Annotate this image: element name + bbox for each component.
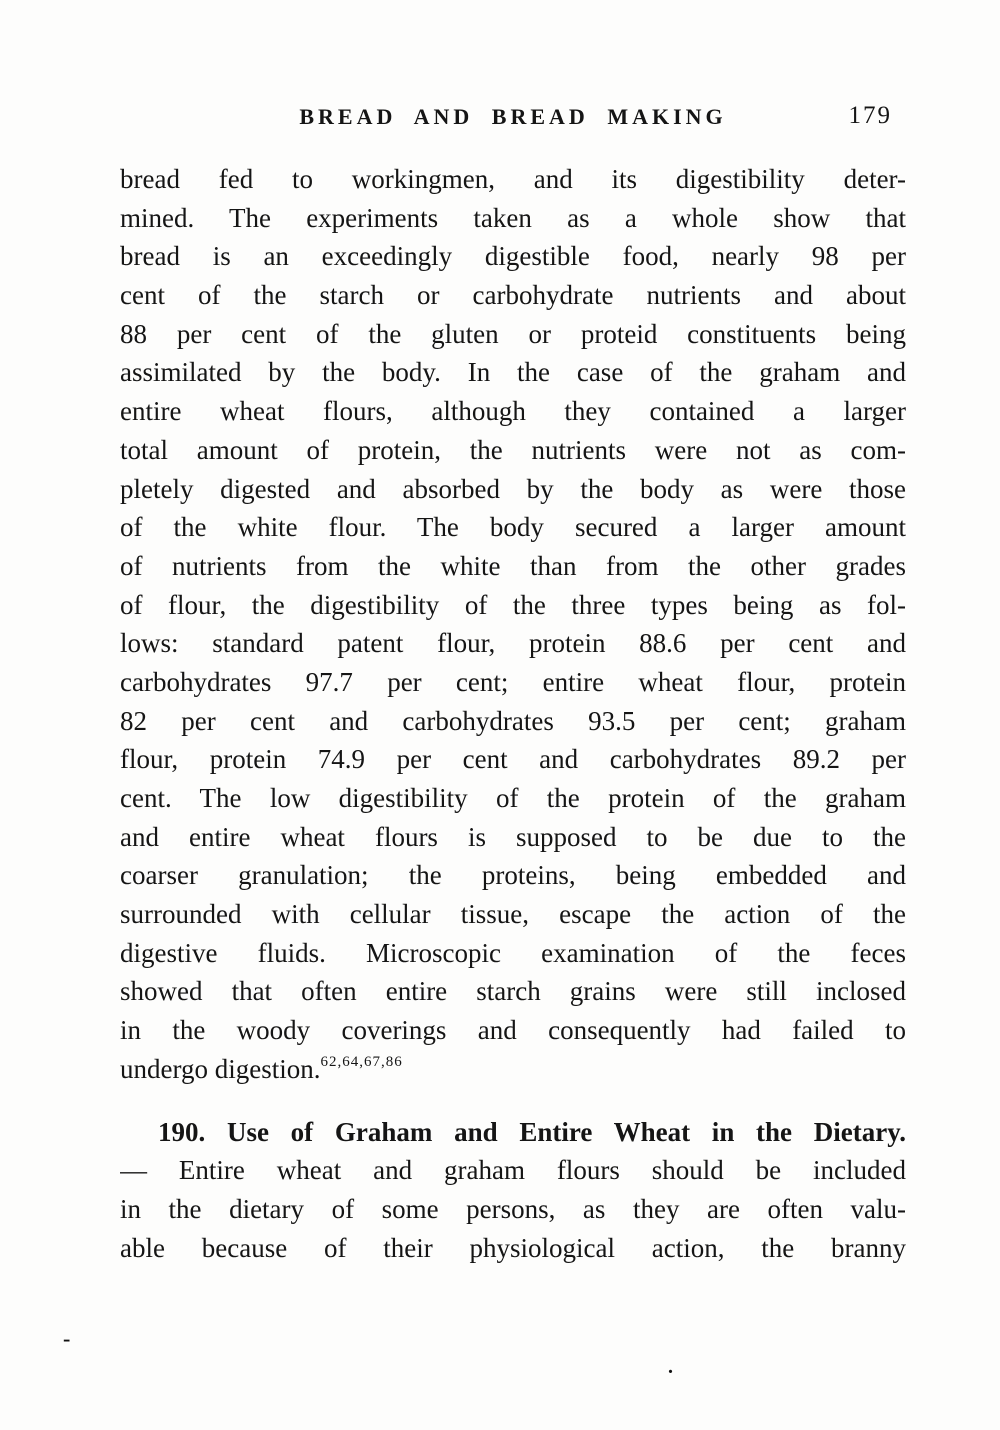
running-header <box>120 102 906 134</box>
text-line: bread fed to workingmen, and its digestibility deter- <box>120 164 906 194</box>
stray-dash-mark: - <box>63 1326 71 1351</box>
paragraph-digestibility <box>120 160 906 1089</box>
footnote-reference: 62,64,67,86 <box>320 1053 403 1070</box>
text-line: assimilated by the body. In the case of the graham and <box>120 357 906 388</box>
text-line: entire wheat flours, although they contained a larger <box>120 396 906 427</box>
text-line-with-footnote <box>120 1050 906 1089</box>
text-line: of flour, the digestibility of the three types being as fol- <box>120 589 906 620</box>
text-line: total amount of protein, the nutrients were not as com- <box>120 434 906 465</box>
text-line: of nutrients from the white than from the other grades <box>120 550 906 581</box>
text-line: and entire wheat flours is supposed to be due to the <box>120 821 906 852</box>
paragraph-last-line: undergo digestion. <box>120 1053 321 1084</box>
text-line: cent of the starch or carbohydrate nutrients and about <box>120 280 906 311</box>
text-line: showed that often entire starch grains were still inclosed <box>120 976 906 1007</box>
section-heading: 190. Use of Graham and Entire Wheat in the Dietary. <box>158 1116 906 1147</box>
page-number: 179 <box>848 102 892 129</box>
text-line: digestive fluids. Microscopic examination of the feces <box>120 937 906 968</box>
page-body <box>120 160 906 1267</box>
text-line: able because of their physiological action, the branny <box>120 1232 906 1263</box>
paragraph-section-190 <box>120 1113 906 1268</box>
text-line: in the dietary of some persons, as they are often valu- <box>120 1193 906 1224</box>
text-line: of the white flour. The body secured a larger amount <box>120 512 906 543</box>
text-line: flour, protein 74.9 per cent and carbohydrates 89.2 per <box>120 744 906 775</box>
text-line: 82 per cent and carbohydrates 93.5 per cent; graham <box>120 705 906 736</box>
text-line: — Entire wheat and graham flours should be included <box>120 1155 906 1186</box>
stray-dot-mark: . <box>668 1356 673 1378</box>
text-line: in the woody coverings and consequently had failed to <box>120 1015 906 1046</box>
text-line: surrounded with cellular tissue, escape the action of the <box>120 899 906 930</box>
text-line: cent. The low digestibility of the protein of the graham <box>120 783 906 813</box>
text-line: 88 per cent of the gluten or proteid constituents being <box>120 318 906 349</box>
running-header-title: BREAD AND BREAD MAKING <box>299 104 727 129</box>
text-line: mined. The experiments taken as a whole show that <box>120 202 906 233</box>
text-line: pletely digested and absorbed by the body as were those <box>120 473 906 504</box>
text-line: bread is an exceedingly digestible food, nearly 98 per <box>120 241 906 272</box>
text-line: coarser granulation; the proteins, being embedded and <box>120 860 906 891</box>
text-line: lows: standard patent flour, protein 88.6 per cent and <box>120 628 906 659</box>
text-line: carbohydrates 97.7 per cent; entire wheat flour, protein <box>120 666 906 697</box>
